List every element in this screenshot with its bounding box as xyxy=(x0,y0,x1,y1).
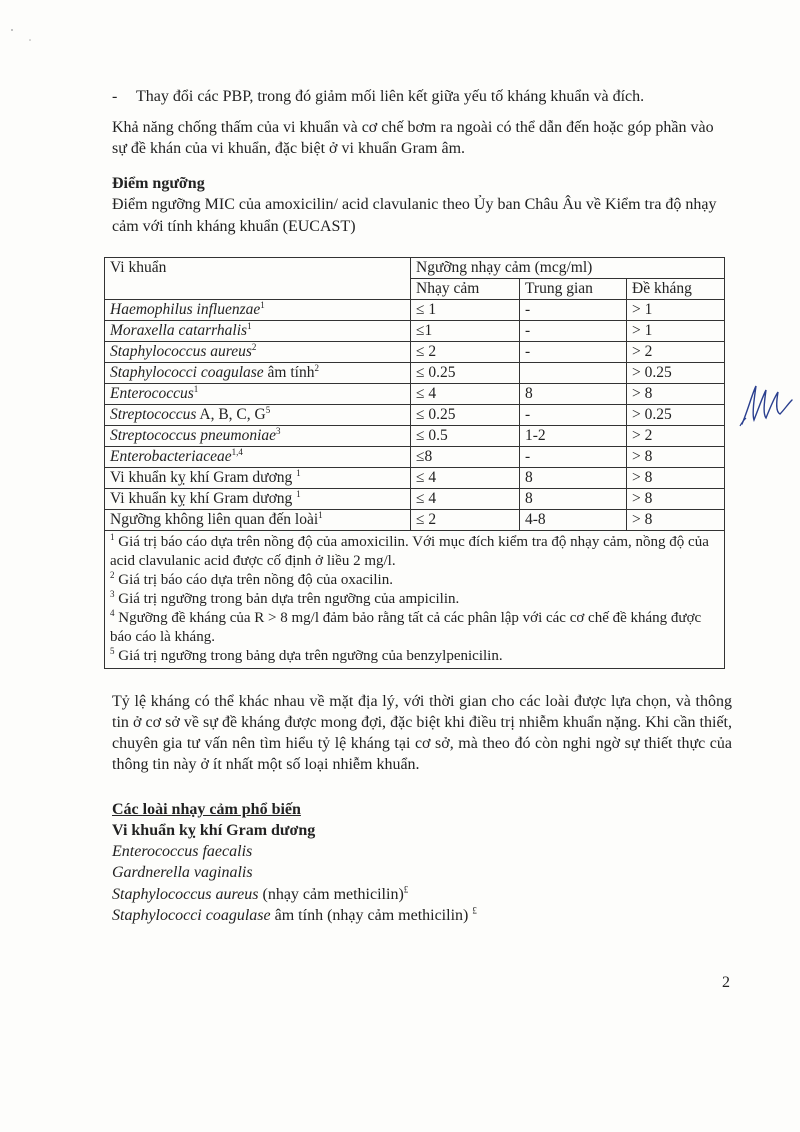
organism-name: Enterobacteriaceae xyxy=(110,447,232,465)
resistant-value: > 8 xyxy=(627,467,725,488)
bullet-dash: - xyxy=(112,88,118,105)
intermediate-value xyxy=(520,362,627,383)
susceptible-value: ≤ 4 xyxy=(411,488,520,509)
header-breakpoint-group: Ngưỡng nhạy cảm (mcg/ml) xyxy=(411,257,725,278)
document-page xyxy=(112,86,732,926)
organism-name: Staphylococci coagulase xyxy=(110,363,264,381)
resistant-value: > 1 xyxy=(627,299,725,320)
resistant-value: > 1 xyxy=(627,320,725,341)
table-footnotes xyxy=(105,530,725,668)
susceptible-value: ≤ 4 xyxy=(411,467,520,488)
susceptible-value: ≤ 1 xyxy=(411,299,520,320)
species-item xyxy=(112,884,732,905)
susceptible-species-section xyxy=(112,799,732,926)
organism-suffix: âm tính xyxy=(263,363,315,381)
footnote-ref: 1 xyxy=(296,488,301,499)
table-row xyxy=(105,362,725,383)
footnote-number: 5 xyxy=(110,645,115,656)
footnote xyxy=(110,590,719,609)
susceptible-value: ≤ 0.5 xyxy=(411,425,520,446)
species-name: Gardnerella vaginalis xyxy=(112,864,253,882)
susceptible-value: ≤ 0.25 xyxy=(411,404,520,425)
footnote xyxy=(110,647,719,666)
species-item xyxy=(112,841,732,862)
resistant-value: > 2 xyxy=(627,341,725,362)
intermediate-value: - xyxy=(520,446,627,467)
footnote-number: 1 xyxy=(110,531,115,542)
organism-cell xyxy=(105,341,411,362)
footnote-text: Giá trị báo cáo dựa trên nồng độ của oxacilin. xyxy=(114,571,393,588)
table-footnote-row xyxy=(105,530,725,668)
footnote-text: Giá trị ngưỡng trong bảng dựa trên ngưỡng của benzylpenicilin. xyxy=(114,647,503,664)
footnote-ref: 1 xyxy=(296,467,301,478)
paragraph-permeability: Khả năng chống thấm của vi khuẩn và cơ chế bơm ra ngoài có thể dẫn đến hoặc góp phần vào sự đề khán của vi khuẩn, đặc biệt ở vi khuẩn Gram âm. xyxy=(112,119,714,158)
footnote-ref: 1 xyxy=(193,383,199,394)
resistant-value: > 8 xyxy=(627,509,725,530)
scan-specks xyxy=(6,22,46,62)
resistant-value: > 2 xyxy=(627,425,725,446)
species-marker: £ xyxy=(403,884,409,895)
organism-suffix: Vi khuẩn kỵ khí Gram dương xyxy=(110,468,297,486)
organism-cell xyxy=(105,509,411,530)
organism-cell xyxy=(105,425,411,446)
intermediate-value: 4-8 xyxy=(520,509,627,530)
resistant-value: > 8 xyxy=(627,488,725,509)
footnote xyxy=(110,571,719,590)
footnote xyxy=(110,609,719,647)
intermediate-value: 1-2 xyxy=(520,425,627,446)
organism-cell xyxy=(105,488,411,509)
organism-suffix: Vi khuẩn kỵ khí Gram dương xyxy=(110,489,297,507)
susceptible-value: ≤8 xyxy=(411,446,520,467)
species-item xyxy=(112,905,732,926)
footnote-ref: 1 xyxy=(318,509,323,520)
breakpoint-intro: Điểm ngưỡng MIC của amoxicilin/ acid clavulanic theo Ủy ban Châu Âu về Kiểm tra độ nhạy cảm với tính kháng khuẩn (EUCAST) xyxy=(112,196,717,235)
organism-cell xyxy=(105,320,411,341)
species-name: Staphylococci coagulase xyxy=(112,906,271,924)
paragraph-resistance-prevalence: Tỷ lệ kháng có thể khác nhau về mặt địa lý, với thời gian cho các loài được lựa chọn, và thông tin ở cơ sở về sự đề kháng được mong đợi, đặc biệt khi điều trị nhiễm khuẩn nặng. Khi cần thiết, chuyên gia tư vấn nên tìm hiểu tỷ lệ kháng tại cơ sở, mà theo đó còn nghi ngờ sự thiết thực của thông tin này ở ít nhất một số loại nhiễm khuẩn. xyxy=(112,692,732,773)
organism-name: Moraxella catarrhalis xyxy=(110,321,248,339)
mic-breakpoint-table xyxy=(104,257,725,669)
footnote-number: 4 xyxy=(110,607,115,618)
susceptible-value: ≤ 0.25 xyxy=(411,362,520,383)
species-item xyxy=(112,862,732,883)
table-row xyxy=(105,488,725,509)
organism-cell xyxy=(105,383,411,404)
intermediate-value: 8 xyxy=(520,467,627,488)
organism-name: Enterococcus xyxy=(110,384,194,402)
organism-cell xyxy=(105,404,411,425)
organism-cell xyxy=(105,467,411,488)
species-subheading: Vi khuẩn kỵ khí Gram dương xyxy=(112,822,316,840)
signature-initials xyxy=(738,380,794,430)
bullet-text: Thay đổi các PBP, trong đó giảm mối liên kết giữa yếu tố kháng khuẩn và đích. xyxy=(136,88,645,105)
organism-cell xyxy=(105,362,411,383)
susceptible-value: ≤ 2 xyxy=(411,341,520,362)
table-row xyxy=(105,467,725,488)
table-header-row xyxy=(105,257,725,278)
organism-cell xyxy=(105,446,411,467)
species-list xyxy=(112,841,732,925)
resistant-value: > 8 xyxy=(627,383,725,404)
table-row xyxy=(105,404,725,425)
footnote-text: Ngưỡng đề kháng của R > 8 mg/l đảm bảo rằng tất cả các phân lập với các cơ chế đề kháng được báo cáo là kháng. xyxy=(110,609,702,645)
footnote-text: Giá trị ngưỡng trong bản dựa trên ngưỡng của ampicilin. xyxy=(114,590,460,607)
organism-name: Staphylococcus aureus xyxy=(110,342,252,360)
resistant-value: > 0.25 xyxy=(627,404,725,425)
footnote-ref: 2 xyxy=(314,362,319,373)
susceptible-value: ≤1 xyxy=(411,320,520,341)
header-organism: Vi khuẩn xyxy=(105,257,411,299)
table-row xyxy=(105,446,725,467)
organism-name: Streptococcus xyxy=(110,405,197,423)
species-heading: Các loài nhạy cảm phổ biến xyxy=(112,801,301,819)
organism-suffix: Ngưỡng không liên quan đến loài xyxy=(110,510,319,528)
footnote-number: 3 xyxy=(110,588,115,599)
bullet-item xyxy=(112,86,732,107)
table-row xyxy=(105,509,725,530)
header-resistant: Đề kháng xyxy=(627,278,725,299)
susceptible-value: ≤ 2 xyxy=(411,509,520,530)
footnote-text: Giá trị báo cáo dựa trên nồng độ của amoxicilin. Với mục đích kiểm tra độ nhạy cảm, nồng độ của acid clavulanic acid được cố định ở liều 2 mg/l. xyxy=(110,533,709,569)
organism-cell xyxy=(105,299,411,320)
footnote-ref: 2 xyxy=(251,341,257,352)
intermediate-value: - xyxy=(520,404,627,425)
footnote-ref: 3 xyxy=(276,425,281,436)
resistant-value: > 0.25 xyxy=(627,362,725,383)
species-name: Staphylococcus aureus xyxy=(112,885,259,903)
species-note: âm tính (nhạy cảm methicilin) xyxy=(270,906,473,924)
species-marker: £ xyxy=(472,905,477,916)
header-susceptible: Nhạy cảm xyxy=(411,278,520,299)
table-row xyxy=(105,425,725,446)
intermediate-value: - xyxy=(520,341,627,362)
species-note: (nhạy cảm methicilin) xyxy=(258,885,404,903)
susceptible-value: ≤ 4 xyxy=(411,383,520,404)
header-intermediate: Trung gian xyxy=(520,278,627,299)
table-row xyxy=(105,299,725,320)
organism-suffix: A, B, C, G xyxy=(196,405,266,423)
organism-name: Haemophilus influenzae xyxy=(110,300,261,318)
table-row xyxy=(105,383,725,404)
table-row xyxy=(105,320,725,341)
resistant-value: > 8 xyxy=(627,446,725,467)
footnote xyxy=(110,533,719,571)
footnote-ref: 1 xyxy=(260,299,265,310)
table-row xyxy=(105,341,725,362)
intermediate-value: 8 xyxy=(520,488,627,509)
table-body xyxy=(105,299,725,530)
species-name: Enterococcus faecalis xyxy=(112,843,253,861)
footnote-number: 2 xyxy=(110,569,115,580)
footnote-ref: 1 xyxy=(247,320,252,331)
intermediate-value: - xyxy=(520,320,627,341)
organism-name: Streptococcus pneumoniae xyxy=(110,426,277,444)
intermediate-value: 8 xyxy=(520,383,627,404)
footnote-ref: 5 xyxy=(265,404,271,415)
section-heading-breakpoint: Điểm ngưỡng xyxy=(112,175,205,193)
footnote-ref: 1,4 xyxy=(231,446,243,457)
page-number: 2 xyxy=(722,974,730,991)
intermediate-value: - xyxy=(520,299,627,320)
